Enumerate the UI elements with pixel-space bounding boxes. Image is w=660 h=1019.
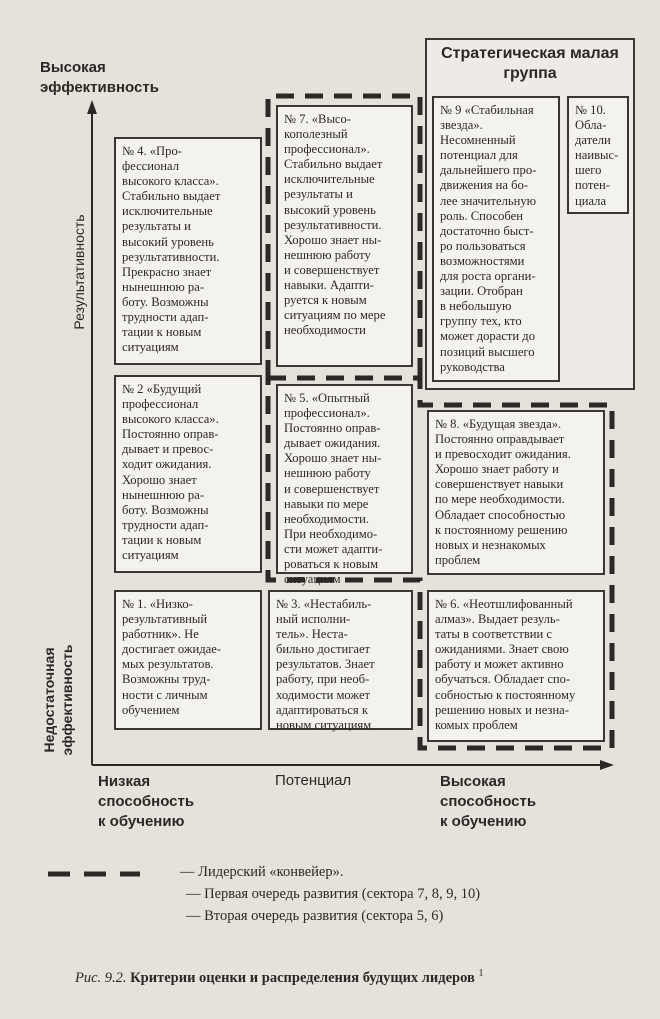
legend-conveyor: — Лидерский «конвейер». bbox=[180, 864, 344, 880]
x-axis-arrow bbox=[600, 760, 614, 770]
legend-first: — Первая очередь развития (сектора 7, 8, 9, 10) bbox=[186, 886, 481, 902]
strategic-group-title: Стратегическая малая группа bbox=[441, 45, 619, 82]
cell-9: № 9 «Стабильная звезда». Несомненный потенциал для дальнейшего про- движения на бо- лее значительную роль. Способен достаточно быст- ро пользоваться возможностями для роста органи- зации. Отобран в небольшую группу тех, кто может дорасти до позиций высшего руководства bbox=[432, 96, 560, 382]
cell-1: № 1. «Низко- результативный работник». Не достигает ожидае- мых результатов. Возможны труд- ности с личным обучением bbox=[114, 590, 262, 730]
cell-2: № 2 «Будущий профессионал высокого класса». Постоянно оправ- дывает и превос- ходит ожидания. Хорошо знает нынешнюю ра- боту. Возможны трудности адап- тации к новым ситуациям bbox=[114, 375, 262, 573]
caption-sup: 1 bbox=[478, 968, 484, 979]
caption-text: Критерии оценки и распределения будущих лидеров bbox=[130, 969, 475, 986]
figure-caption bbox=[75, 968, 483, 987]
cell-10: № 10. Обла- датели наивыс- шего потен- циала bbox=[567, 96, 629, 214]
x-axis-mid-label: Потенциал bbox=[275, 772, 352, 789]
legend-second: — Вторая очередь развития (сектора 5, 6) bbox=[186, 908, 444, 924]
y-axis-bottom-label: Недостаточная эффективность bbox=[41, 644, 75, 756]
cell-8: № 8. «Будущая звезда». Постоянно оправдывает и превосходит ожидания. Хорошо знает работу и совершенствует навыки по мере необходимости. Обладает способностью к постоянному решению новых и незнакомых проблем bbox=[427, 410, 605, 575]
cell-4: № 4. «Про- фессионал высокого класса». Стабильно выдает исключительные результаты и высокий уровень результативности. Прекрасно знает нынешнюю ра- боту. Возможны трудности адап- тации к новым ситуациям bbox=[114, 137, 262, 365]
x-axis-right-label: Высокая способность к обучению bbox=[440, 773, 537, 830]
y-axis-top-label: Высокая эффективность bbox=[40, 59, 159, 96]
cell-7: № 7. «Высо- кополезный профессионал». Стабильно выдает исключительные результаты и высокий уровень результативности. Хорошо знает ны- нешнюю работу и совершенствует навыки. Адапти- руется к новым ситуациям по мере необходимости bbox=[276, 105, 413, 367]
cell-5: № 5. «Опытный профессионал». Постоянно оправ- дывает ожидания. Хорошо знает ны- нешнюю работу и совершенствует навыки по мере необходимости. При необходимо- сти может адапти- роваться к новым ситуациям bbox=[276, 384, 413, 574]
y-axis-arrow bbox=[87, 100, 97, 114]
x-axis-left-label: Низкая способность к обучению bbox=[98, 773, 195, 830]
caption-prefix: Рис. 9.2. bbox=[75, 969, 127, 986]
cell-6: № 6. «Неотшлифованный алмаз». Выдает резуль- таты в соответствии с ожиданиями. Знает свою работу и может активно обучаться. Обладает спо- собностью к постоянному решению новых и незна- комых проблем bbox=[427, 590, 605, 742]
y-axis-mid-label: Результативность bbox=[71, 214, 87, 330]
cell-3: № 3. «Нестабиль- ный исполни- тель». Неста- бильно достигает результатов. Знает работу, при необ- ходимости может адаптироваться к новым ситуациям bbox=[268, 590, 413, 730]
